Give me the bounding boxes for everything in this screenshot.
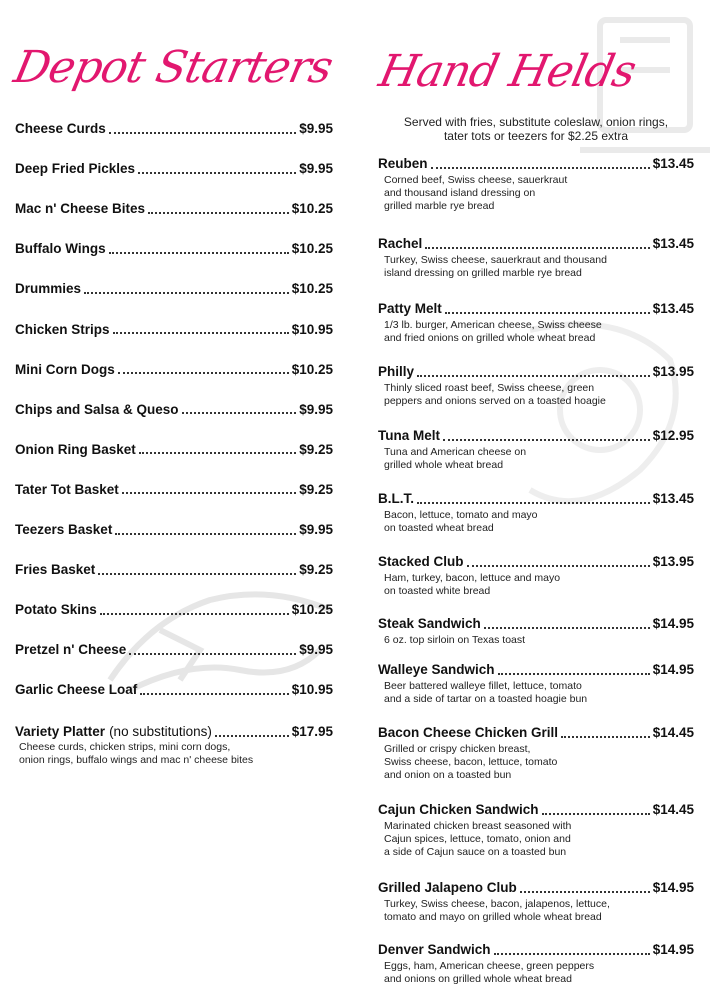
handheld-item-desc xyxy=(384,509,694,535)
intro-line: tater tots or teezers for $2.25 extra xyxy=(443,129,629,143)
desc-line: island dressing on grilled marble rye bread xyxy=(384,267,582,279)
item-price: $17.95 xyxy=(291,724,333,739)
variety-platter-row xyxy=(15,724,333,739)
item-name: Variety Platter xyxy=(15,724,106,739)
leader-dots xyxy=(129,653,296,655)
leader-dots xyxy=(100,613,289,615)
handheld-item-desc xyxy=(384,960,694,986)
leader-dots xyxy=(542,813,650,815)
item-name: Tater Tot Basket xyxy=(15,481,119,497)
leader-dots xyxy=(113,332,289,334)
handheld-item-row xyxy=(378,491,694,506)
starter-item-row xyxy=(15,442,333,457)
item-price: $9.95 xyxy=(299,161,333,177)
desc-line: Bacon, lettuce, tomato and mayo xyxy=(384,509,538,521)
handheld-item-row xyxy=(378,616,694,631)
starter-item-row xyxy=(15,562,333,577)
desc-line: tomato and mayo on grilled whole wheat bread xyxy=(384,911,602,923)
desc-line: grilled whole wheat bread xyxy=(384,459,504,471)
starter-item-row xyxy=(15,201,333,216)
item-name: Chips and Salsa & Queso xyxy=(15,401,179,417)
desc-line: Turkey, Swiss cheese, bacon, jalapenos, lettuce, xyxy=(384,898,610,910)
desc-line: Swiss cheese, bacon, lettuce, tomato xyxy=(384,756,558,768)
desc-line: Corned beef, Swiss cheese, sauerkraut xyxy=(384,174,568,186)
handheld-item-row xyxy=(378,301,694,316)
item-price: $14.95 xyxy=(652,942,694,957)
desc-line: a side of Cajun sauce on a toasted bun xyxy=(384,846,567,858)
leader-dots xyxy=(140,693,288,695)
handheld-item-desc xyxy=(384,382,694,408)
leader-dots xyxy=(484,627,650,629)
leader-dots xyxy=(498,673,650,675)
handhelds-title: Hand Helds xyxy=(374,46,640,97)
desc-line: and a side of tartar on a toasted hoagie bun xyxy=(384,693,588,705)
item-price: $9.25 xyxy=(299,562,333,578)
item-name: Chicken Strips xyxy=(15,321,110,337)
desc-line: and fried onions on grilled whole wheat bread xyxy=(384,332,596,344)
starter-item-row xyxy=(15,241,333,256)
starter-item-row xyxy=(15,362,333,377)
handheld-item-desc xyxy=(384,898,694,924)
handheld-item-row xyxy=(378,236,694,251)
item-price: $13.95 xyxy=(652,554,694,569)
desc-line: and onions on grilled whole wheat bread xyxy=(384,973,572,985)
item-name: Stacked Club xyxy=(378,554,464,569)
item-name: Pretzel n' Cheese xyxy=(15,642,127,658)
item-price: $14.95 xyxy=(652,880,694,895)
item-price: $10.25 xyxy=(291,281,333,297)
leader-dots xyxy=(122,492,296,494)
leader-dots xyxy=(109,252,289,254)
item-price: $10.95 xyxy=(291,682,333,698)
leader-dots xyxy=(139,452,296,454)
item-name: Garlic Cheese Loaf xyxy=(15,682,138,698)
leader-dots xyxy=(138,172,296,174)
item-name: Drummies xyxy=(15,281,82,297)
leader-dots xyxy=(215,735,289,737)
handhelds-intro xyxy=(378,115,694,143)
item-name: B.L.T. xyxy=(378,491,414,506)
starters-title: Depot Starters xyxy=(9,42,337,93)
item-name: Deep Fried Pickles xyxy=(15,161,136,177)
handheld-item-row xyxy=(378,156,694,171)
item-name: Buffalo Wings xyxy=(15,241,106,257)
desc-line: Cajun spices, lettuce, tomato, onion and xyxy=(384,833,571,845)
handheld-item-row xyxy=(378,364,694,379)
desc-line: 6 oz. top sirloin on Texas toast xyxy=(384,634,526,646)
item-price: $13.45 xyxy=(652,301,694,316)
desc-line: Tuna and American cheese on xyxy=(384,446,527,458)
handheld-item-row xyxy=(378,725,694,740)
item-price: $12.95 xyxy=(652,428,694,443)
item-price: $9.95 xyxy=(299,401,333,417)
desc-line: and thousand island dressing on xyxy=(384,187,536,199)
item-name: Walleye Sandwich xyxy=(378,662,495,677)
leader-dots xyxy=(98,573,296,575)
item-price: $13.95 xyxy=(652,364,694,379)
starter-item-row xyxy=(15,522,333,537)
starter-item-row xyxy=(15,281,333,296)
item-price: $10.25 xyxy=(291,602,333,618)
item-name: Potato Skins xyxy=(15,602,97,618)
leader-dots xyxy=(520,891,650,893)
leader-dots xyxy=(182,412,297,414)
desc-line: Ham, turkey, bacon, lettuce and mayo xyxy=(384,572,561,584)
item-price: $9.95 xyxy=(299,121,333,136)
desc-line: Thinly sliced roast beef, Swiss cheese, green xyxy=(384,382,595,394)
leader-dots xyxy=(425,247,649,249)
handheld-item-row xyxy=(378,428,694,443)
item-name: Onion Ring Basket xyxy=(15,441,136,457)
desc-line: on toasted white bread xyxy=(384,585,491,597)
intro-line: Served with fries, substitute coleslaw, onion rings, xyxy=(403,115,669,129)
item-price: $10.25 xyxy=(291,241,333,257)
handheld-item-row xyxy=(378,802,694,817)
starter-item-row xyxy=(15,121,333,136)
desc-line: peppers and onions served on a toasted hoagie xyxy=(384,395,606,407)
handheld-item-row xyxy=(378,662,694,677)
leader-dots xyxy=(417,375,650,377)
handheld-item-desc xyxy=(384,743,694,782)
item-name: Grilled Jalapeno Club xyxy=(378,880,517,895)
item-price: $13.45 xyxy=(652,156,694,171)
item-name: Tuna Melt xyxy=(378,428,440,443)
desc-line: 1/3 lb. burger, American cheese, Swiss cheese xyxy=(384,319,602,331)
leader-dots xyxy=(118,372,289,374)
handheld-item-desc xyxy=(384,634,694,647)
desc-line: on toasted wheat bread xyxy=(384,522,494,534)
desc-line: Beer battered walleye fillet, lettuce, tomato xyxy=(384,680,582,692)
starter-item-row xyxy=(15,682,333,697)
desc-line: Grilled or crispy chicken breast, xyxy=(384,743,531,755)
item-name: Teezers Basket xyxy=(15,522,113,537)
leader-dots xyxy=(115,533,296,535)
desc-line: and onion on a toasted bun xyxy=(384,769,512,781)
item-price: $14.95 xyxy=(652,616,694,631)
leader-dots xyxy=(417,502,650,504)
leader-dots xyxy=(561,736,650,738)
item-price: $9.95 xyxy=(299,642,333,658)
handheld-item-desc xyxy=(384,319,694,345)
variety-platter-desc xyxy=(19,741,333,767)
handheld-item-desc xyxy=(384,680,694,706)
item-name: Patty Melt xyxy=(378,301,442,316)
leader-dots xyxy=(494,953,650,955)
leader-dots xyxy=(443,439,650,441)
item-name: Mac n' Cheese Bites xyxy=(15,201,146,217)
item-note: (no substitutions) xyxy=(109,724,212,739)
item-name: Bacon Cheese Chicken Grill xyxy=(378,725,559,740)
item-name: Cheese Curds xyxy=(15,121,106,136)
starter-item-row xyxy=(15,402,333,417)
item-name: Philly xyxy=(378,364,415,379)
item-price: $14.95 xyxy=(652,662,694,677)
item-name: Reuben xyxy=(378,156,428,171)
item-price: $10.25 xyxy=(291,361,333,377)
handheld-item-desc xyxy=(384,254,694,280)
leader-dots xyxy=(431,167,650,169)
leader-dots xyxy=(84,292,289,294)
item-price: $14.45 xyxy=(652,802,694,817)
desc-line: grilled marble rye bread xyxy=(384,200,495,212)
leader-dots xyxy=(148,212,289,214)
handheld-item-desc xyxy=(384,572,694,598)
starter-item-row xyxy=(15,602,333,617)
starter-item-row xyxy=(15,642,333,657)
desc-line: Turkey, Swiss cheese, sauerkraut and thousand xyxy=(384,254,607,266)
item-price: $13.45 xyxy=(652,236,694,251)
handheld-item-row xyxy=(378,554,694,569)
item-name: Steak Sandwich xyxy=(378,616,481,631)
desc-line: Marinated chicken breast seasoned with xyxy=(384,820,572,832)
handheld-item-desc xyxy=(384,174,694,213)
item-name: Fries Basket xyxy=(15,562,96,578)
handheld-item-row xyxy=(378,880,694,895)
leader-dots xyxy=(109,132,296,134)
handheld-item-row xyxy=(378,942,694,957)
item-price: $9.95 xyxy=(299,522,333,537)
item-name: Mini Corn Dogs xyxy=(15,361,115,377)
handheld-item-desc xyxy=(384,446,694,472)
item-price: $14.45 xyxy=(652,725,694,740)
item-price: $10.95 xyxy=(291,321,333,337)
handheld-item-desc xyxy=(384,820,694,859)
starter-item-row xyxy=(15,161,333,176)
leader-dots xyxy=(445,312,650,314)
starter-item-row xyxy=(15,482,333,497)
item-name: Cajun Chicken Sandwich xyxy=(378,802,539,817)
desc-line: Eggs, ham, American cheese, green peppers xyxy=(384,960,595,972)
desc-line: onion rings, buffalo wings and mac n' cheese bites xyxy=(19,754,254,766)
starter-item-row xyxy=(15,322,333,337)
item-price: $13.45 xyxy=(652,491,694,506)
item-name: Rachel xyxy=(378,236,423,251)
item-price: $10.25 xyxy=(291,201,333,217)
item-price: $9.25 xyxy=(299,441,333,457)
desc-line: Cheese curds, chicken strips, mini corn dogs, xyxy=(19,741,231,753)
item-price: $9.25 xyxy=(299,481,333,497)
leader-dots xyxy=(467,565,650,567)
item-name: Denver Sandwich xyxy=(378,942,491,957)
